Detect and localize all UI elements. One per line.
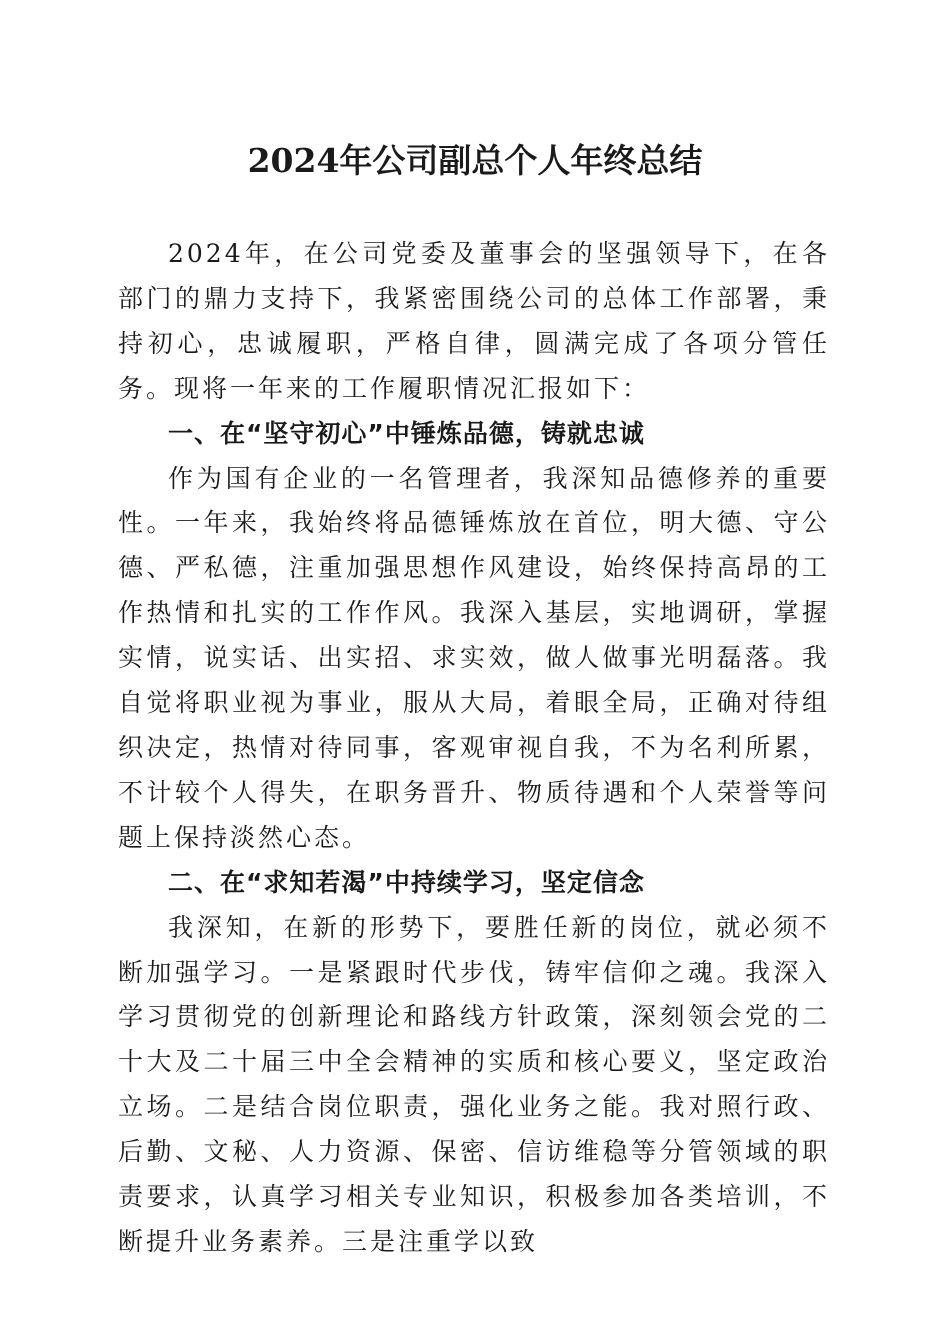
intro-paragraph: 2024年，在公司党委及董事会的坚强领导下，在各部门的鼎力支持下，我紧密围绕公司的总体工作部署，秉持初心，忠诚履职，严格自律，圆满完成了各项分管任务。现将一年来的工作履职情况汇报如下： [118, 239, 830, 403]
section-2-paragraph: 我深知，在新的形势下，要胜任新的岗位，就必须不断加强学习。一是紧跟时代步伐，铸牢信仰之魂。我深入学习贯彻党的创新理论和路线方针政策，深刻领会党的二十大及二十届三中全会精神的实质和核心要义，坚定政治立场。二是结合岗位职责，强化业务之能。我对照行政、后勤、文秘、人力资源、保密、信访维稳等分管领域的职责要求，认真学习相关专业知识，积极参加各类培训，不断提升业务素养。三是注重学以致 [118, 912, 830, 1256]
document-body [118, 232, 830, 1265]
section-1-heading: 一、在“坚守初心”中锤炼品德，铸就忠诚 [168, 418, 645, 448]
document-title: 2024年公司副总个人年终总结 [247, 141, 703, 180]
section-2-heading: 二、在“求知若渴”中持续学习，坚定信念 [168, 867, 645, 897]
section-1-paragraph: 作为国有企业的一名管理者，我深知品德修养的重要性。一年来，我始终将品德锤炼放在首位，明大德、守公德、严私德，注重加强思想作风建设，始终保持高昂的工作热情和扎实的工作作风。我深入基层，实地调研，掌握实情，说实话、出实招、求实效，做人做事光明磊落。我自觉将职业视为事业，服从大局，着眼全局，正确对待组织决定，热情对待同事，客观审视自我，不为名利所累，不计较个人得失，在职务晋升、物质待遇和个人荣誉等问题上保持淡然心态。 [118, 463, 830, 852]
